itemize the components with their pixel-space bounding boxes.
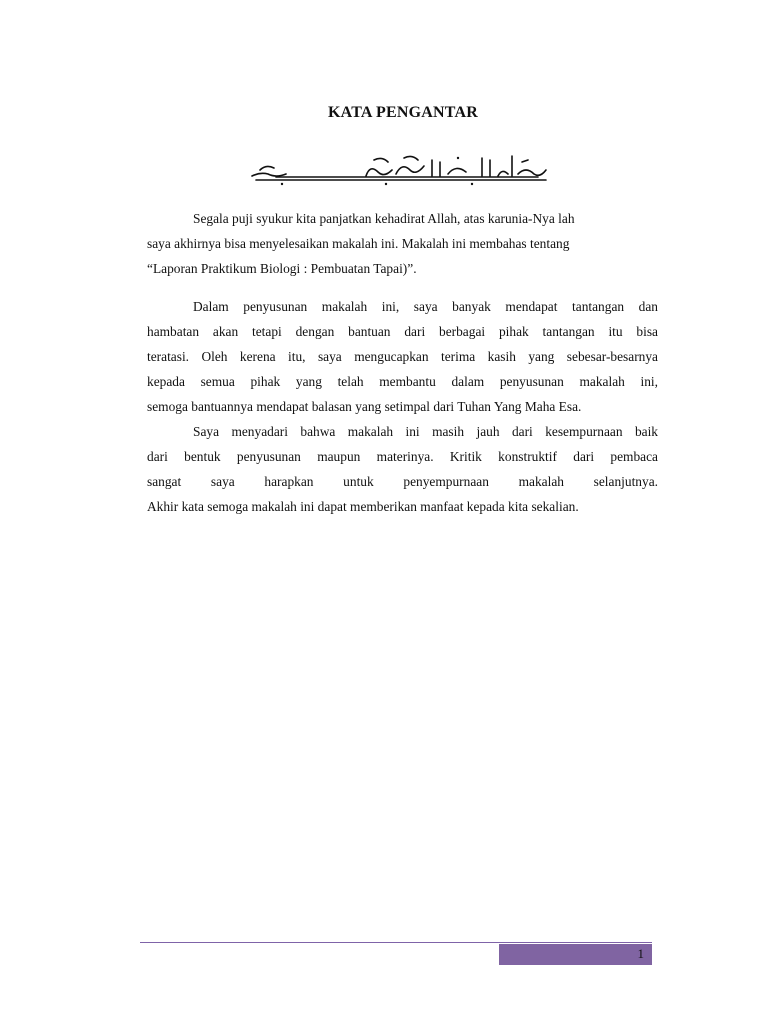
page-number-box [499,944,652,965]
paragraph-intro [147,206,658,281]
page-title: KATA PENGANTAR [328,104,478,121]
text-line: saya akhirnya bisa menyelesaikan makalah ini. Makalah ini membahas tentang [147,236,570,251]
text-line: Akhir kata semoga makalah ini dapat memberikan manfaat kepada kita sekalian. [147,499,579,514]
page-number: 1 [637,946,644,961]
text-line: kepada semua pihak yang telah membantu dalam penyusunan makalah ini, [147,374,658,389]
bismillah-calligraphy-icon [246,150,554,186]
text-line: Segala puji syukur kita panjatkan kehadirat Allah, atas karunia-Nya lah [193,211,575,226]
text-line: semoga bantuannya mendapat balasan yang setimpal dari Tuhan Yang Maha Esa. [147,399,582,414]
text-line: hambatan akan tetapi dengan bantuan dari berbagai pihak tantangan itu bisa [147,324,658,339]
text-line: “Laporan Praktikum Biologi : Pembuatan Tapai)”. [147,261,417,276]
footer-divider [140,942,652,943]
text-line: Saya menyadari bahwa makalah ini masih jauh dari kesempurnaan baik [193,424,658,439]
paragraph-acknowledgement [147,294,658,519]
text-line: teratasi. Oleh kerena itu, saya mengucapkan terima kasih yang sebesar-besarnya [147,349,658,364]
text-line: sangat saya harapkan untuk penyempurnaan makalah selanjutnya. [147,474,658,489]
text-line: dari bentuk penyusunan maupun materinya. Kritik konstruktif dari pembaca [147,449,658,464]
text-line: Dalam penyusunan makalah ini, saya banyak mendapat tantangan dan [193,299,658,314]
